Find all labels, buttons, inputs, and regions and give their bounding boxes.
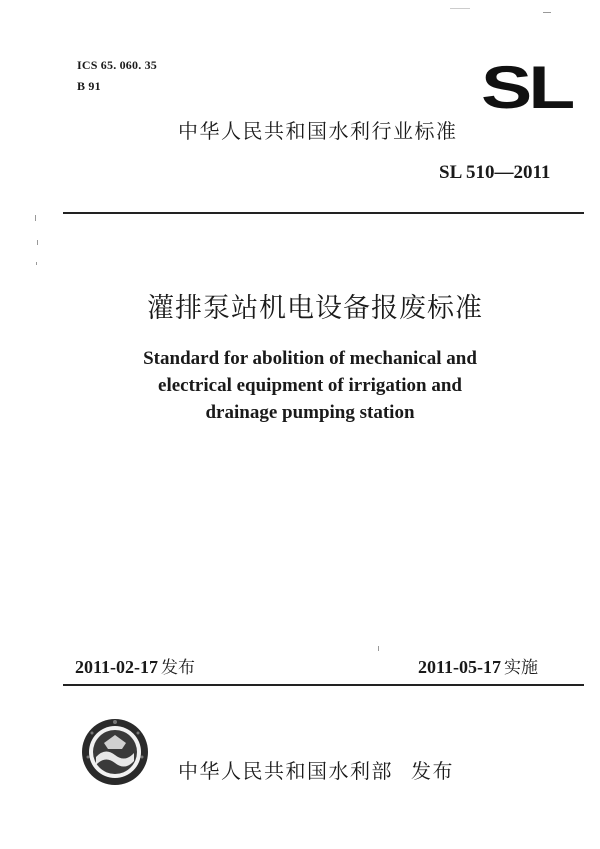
standard-number: SL 510—2011 <box>439 162 551 183</box>
issue-label: 发布 <box>161 658 195 678</box>
issue-date-value: 2011-02-17 <box>75 657 158 677</box>
scan-speck <box>378 646 379 651</box>
implementation-label: 实施 <box>504 658 538 678</box>
bottom-divider <box>63 684 584 686</box>
scan-speck <box>37 240 38 245</box>
sl-logo: SL <box>481 54 572 121</box>
scan-speck <box>543 12 551 13</box>
scan-speck <box>36 262 37 265</box>
industry-standard-heading: 中华人民共和国水利行业标准 <box>178 119 458 143</box>
title-english-line-1: Standard for abolition of mechanical and <box>143 348 477 369</box>
scan-speck <box>450 8 470 9</box>
publisher-name: 中华人民共和国水利部 <box>178 759 393 783</box>
ics-code: ICS 65. 060. 35 <box>77 58 158 72</box>
publisher-action: 发布 <box>411 759 454 783</box>
ministry-seal-icon <box>80 717 150 787</box>
top-divider <box>63 212 584 214</box>
ccs-code: B 91 <box>77 79 101 93</box>
implementation-date <box>418 653 538 678</box>
implementation-date-value: 2011-05-17 <box>418 657 501 677</box>
title-chinese: 灌排泵站机电设备报废标准 <box>147 293 483 324</box>
title-english-line-2: electrical equipment of irrigation and <box>158 375 462 396</box>
title-english-line-3: drainage pumping station <box>205 402 415 423</box>
scan-speck <box>35 215 36 221</box>
title-english <box>100 345 520 426</box>
publisher-line <box>178 755 454 784</box>
issue-date <box>75 653 195 678</box>
